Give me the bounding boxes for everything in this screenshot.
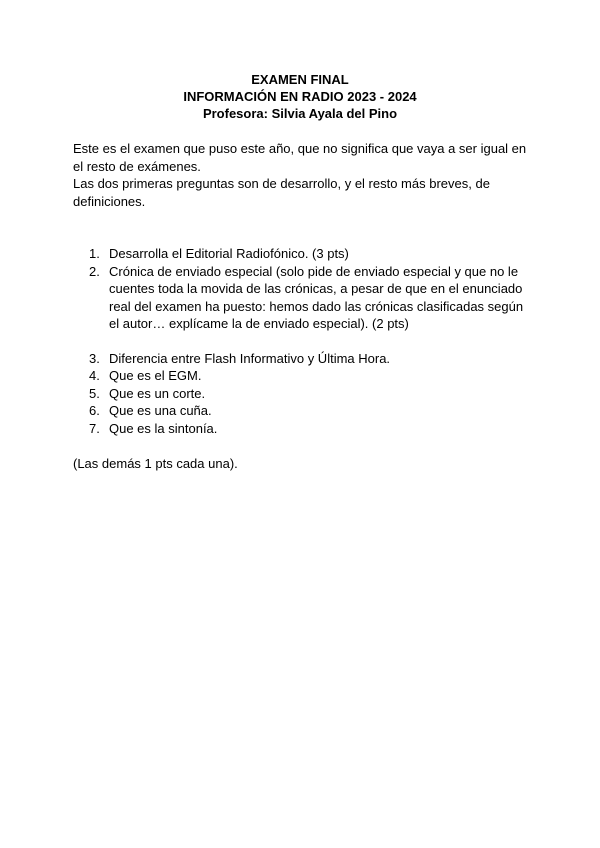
- question-number: 4.: [89, 368, 100, 383]
- intro-paragraph-1: Este es el examen que puso este año, que no significa que vaya a ser igual en el resto de exámenes.: [73, 141, 527, 174]
- question-text: Desarrolla el Editorial Radiofónico. (3 pts): [109, 246, 349, 261]
- intro-text: [73, 140, 533, 210]
- question-item: [73, 385, 533, 403]
- question-item: [73, 263, 533, 333]
- question-item: [73, 402, 533, 420]
- intro-paragraph-2: Las dos primeras preguntas son de desarrollo, y el resto más breves, de definiciones.: [73, 176, 490, 209]
- question-item: [73, 350, 533, 368]
- question-text: Diferencia entre Flash Informativo y Última Hora.: [109, 350, 391, 366]
- question-number: 6.: [89, 403, 100, 418]
- question-item: [73, 420, 533, 438]
- professor-line: Profesora: Silvia Ayala del Pino: [202, 106, 398, 121]
- question-item: [73, 367, 533, 385]
- question-text: Que es el EGM.: [109, 368, 202, 383]
- question-text: Crónica de enviado especial (solo pide de enviado especial y que no le cuentes toda la movida de las crónicas, a pesar de que en el enunciado real del examen ha puesto: hemos dado las crónicas clasificadas según el autor… explícame la de enviado especial). (2 pts): [109, 263, 524, 331]
- title-block: [0, 71, 600, 122]
- question-number: 5.: [89, 385, 100, 401]
- question-number: 2.: [89, 263, 100, 279]
- question-number: 1.: [89, 246, 100, 261]
- question-number: 3.: [89, 350, 100, 366]
- question-list: [73, 245, 533, 437]
- question-text: Que es la sintonía.: [109, 420, 218, 436]
- course-subtitle: INFORMACIÓN EN RADIO 2023 - 2024: [183, 89, 417, 104]
- question-text: Que es una cuña.: [109, 403, 212, 418]
- exam-title: EXAMEN FINAL: [251, 72, 349, 87]
- question-text: Que es un corte.: [109, 385, 206, 401]
- question-number: 7.: [89, 420, 100, 436]
- question-item: [73, 245, 533, 263]
- points-footnote: (Las demás 1 pts cada una).: [73, 456, 238, 471]
